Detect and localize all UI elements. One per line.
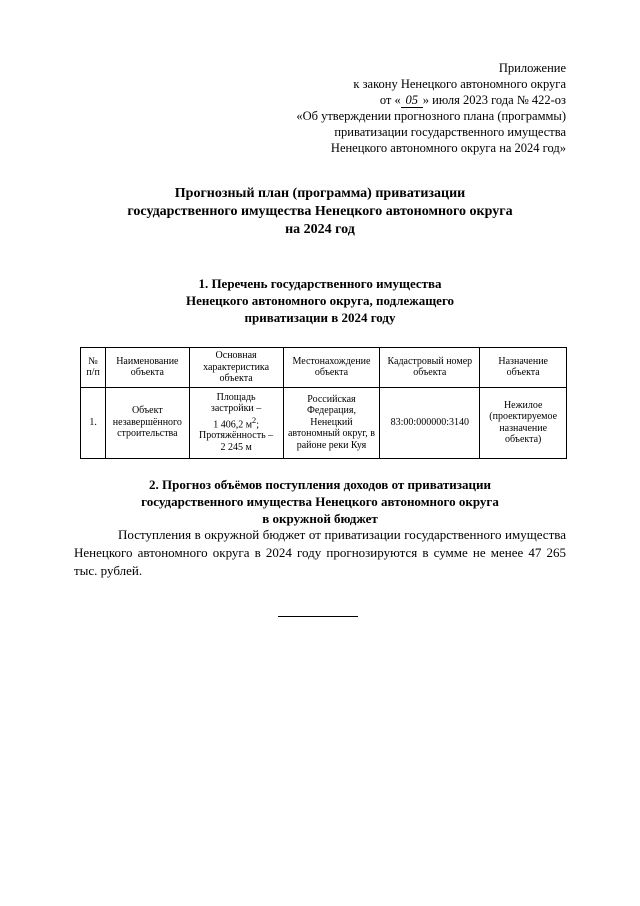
annex-line-1: к закону Ненецкого автономного округа <box>353 77 566 91</box>
header-characteristics: Основная характеристика объекта <box>189 348 283 388</box>
annex-header <box>296 60 566 156</box>
annex-line-2 <box>296 92 566 108</box>
document-title <box>0 185 640 239</box>
closing-rule <box>278 616 358 617</box>
cell-name: Объект незавершённого строительства <box>106 387 189 458</box>
header-name: Наименование объекта <box>106 348 189 388</box>
annex-line-3: «Об утверждении прогнозного плана (программы) <box>296 109 566 123</box>
annex-line-5: Ненецкого автономного округа на 2024 год» <box>330 141 566 155</box>
annex-date-prefix: от « <box>379 93 401 107</box>
annex-date-suffix: » июля 2023 года № 422-оз <box>422 93 566 107</box>
section-2-line-1: 2. Прогноз объёмов поступления доходов от приватизации <box>149 477 491 492</box>
table-row <box>81 387 567 458</box>
title-line-2: государственного имущества Ненецкого автономного округа <box>127 204 513 219</box>
revenue-paragraph: Поступления в окружной бюджет от приватизации государственного имущества Ненецкого автономного округа в 2024 году прогнозируются в сумме не менее 47 265 тыс. рублей. <box>74 527 566 578</box>
section-1-heading <box>0 275 640 326</box>
cell-cadastral: 83:00:000000:3140 <box>380 387 480 458</box>
property-table <box>80 347 567 459</box>
annex-title: Приложение <box>498 61 566 75</box>
annex-line-4: приватизации государственного имущества <box>334 125 566 139</box>
table-header-row <box>81 348 567 388</box>
cell-purpose: Нежилое (проектируемое назначение объекта) <box>480 387 567 458</box>
section-2-line-2: государственного имущества Ненецкого автономного округа <box>141 494 499 509</box>
title-line-3: на 2024 год <box>285 222 355 237</box>
section-2-line-3: в окружной бюджет <box>262 511 378 526</box>
cell-location: Российская Федерация, Ненецкий автономный округ, в районе реки Куя <box>283 387 380 458</box>
annex-handwritten-day: 05 <box>401 94 423 108</box>
header-purpose: Назначение объекта <box>480 348 567 388</box>
cell-number: 1. <box>81 387 106 458</box>
section-1-line-2: Ненецкого автономного округа, подлежащего <box>185 293 455 308</box>
cell-characteristics: Площадь застройки – 1 406,2 $м^2$; Протяжённость – 2 245 м <box>189 387 283 458</box>
section-1-line-3: приватизации в 2024 году <box>244 310 396 325</box>
header-cadastral: Кадастровый номер объекта <box>380 348 480 388</box>
header-location: Местонахождение объекта <box>283 348 380 388</box>
section-1-line-1: 1. Перечень государственного имущества <box>198 276 442 291</box>
title-line-1: Прогнозный план (программа) приватизации <box>174 186 466 201</box>
header-number: № п/п <box>81 348 106 388</box>
section-2-heading <box>0 476 640 527</box>
